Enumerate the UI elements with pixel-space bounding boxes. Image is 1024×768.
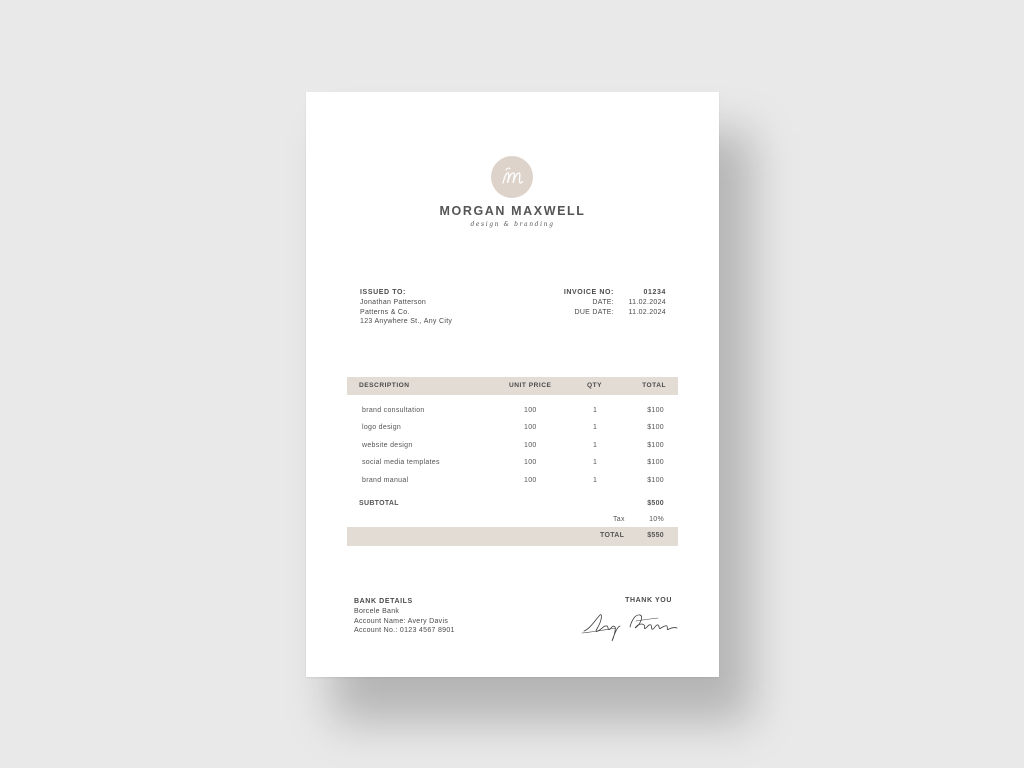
row-total: $100 — [647, 477, 664, 484]
row-unit-price: 100 — [524, 407, 537, 414]
row-total: $100 — [647, 407, 664, 414]
row-total: $100 — [647, 459, 664, 466]
row-total: $100 — [647, 424, 664, 431]
tax-value: 10% — [649, 516, 664, 523]
table-row — [347, 442, 678, 452]
row-qty: 1 — [593, 442, 598, 449]
row-description: brand consultation — [362, 407, 425, 414]
client-company: Patterns & Co. — [360, 308, 410, 316]
row-unit-price: 100 — [524, 477, 537, 484]
row-qty: 1 — [593, 477, 598, 484]
total-row — [347, 527, 678, 546]
table-row — [347, 477, 678, 487]
row-description: brand manual — [362, 477, 409, 484]
due-date: 11.02.2024 — [628, 308, 666, 316]
date-label: DATE: — [592, 298, 614, 306]
row-unit-price: 100 — [524, 442, 537, 449]
header-description: DESCRIPTION — [359, 382, 410, 389]
brand-tagline: design & branding — [470, 221, 555, 228]
client-address: 123 Anywhere St., Any City — [360, 318, 453, 326]
header-unit-price: UNIT PRICE — [509, 382, 552, 389]
invoice-date: 11.02.2024 — [628, 298, 666, 306]
row-unit-price: 100 — [524, 459, 537, 466]
tax-label: Tax — [613, 516, 625, 523]
row-description: social media templates — [362, 459, 440, 466]
subtotal-value: $500 — [647, 500, 664, 507]
table-row — [347, 424, 678, 434]
account-number: Account No.: 0123 4567 8901 — [354, 627, 455, 635]
client-name: Jonathan Patterson — [360, 298, 427, 306]
issued-to-label: ISSUED TO: — [360, 289, 406, 296]
table-header — [347, 377, 678, 395]
row-description: website design — [362, 442, 413, 449]
invoice-meta-block — [564, 288, 666, 317]
thank-you-label: THANK YOU — [625, 597, 672, 604]
row-qty: 1 — [593, 407, 598, 414]
signature-image — [580, 607, 680, 643]
subtotal-row — [347, 500, 678, 510]
total-label: TOTAL — [600, 532, 625, 539]
invoice-number: 01234 — [643, 289, 666, 296]
bank-details-block — [354, 597, 455, 636]
total-value: $550 — [647, 532, 664, 539]
bank-details-label: BANK DETAILS — [354, 598, 413, 605]
row-qty: 1 — [593, 459, 598, 466]
subtotal-label: SUBTOTAL — [359, 500, 399, 507]
row-qty: 1 — [593, 424, 598, 431]
bank-name: Borcele Bank — [354, 607, 400, 615]
header-total: TOTAL — [642, 382, 666, 389]
due-date-label: DUE DATE: — [574, 308, 614, 316]
row-unit-price: 100 — [524, 424, 537, 431]
tax-row — [347, 516, 678, 526]
row-description: logo design — [362, 424, 402, 431]
issued-to-block — [360, 288, 452, 327]
row-total: $100 — [647, 442, 664, 449]
table-row — [347, 459, 678, 469]
invoice-page — [306, 92, 719, 677]
brand-name: MORGAN MAXWELL — [439, 204, 586, 218]
table-row — [347, 407, 678, 417]
account-name: Account Name: Avery Davis — [354, 617, 449, 625]
header-qty: QTY — [587, 382, 603, 389]
monogram-logo — [491, 156, 533, 198]
invoice-number-label: INVOICE NO: — [563, 289, 614, 296]
